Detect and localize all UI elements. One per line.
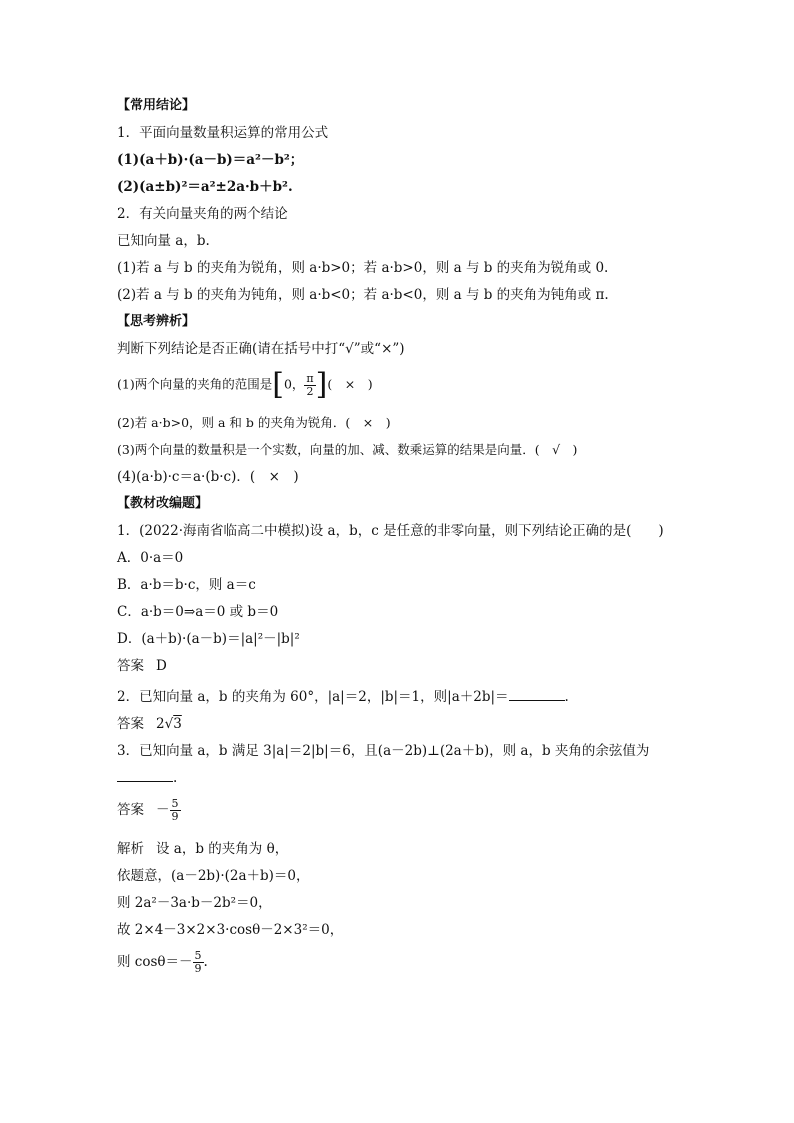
solution-fraction <box>193 950 204 975</box>
problem-3-stem: 3．已知向量 a，b 满足 3|a|＝2|b|＝6，且(a－2b)⊥(2a＋b)，则 a，b 夹角的余弦值为 <box>117 743 650 759</box>
sqrt-icon: √ <box>164 716 174 732</box>
problem-1-option-a: A．0·a＝0 <box>117 550 184 566</box>
problem-2-text: 2．已知向量 a，b 的夹角为 60°，|a|＝2，|b|＝1，则|a＋2b|＝ <box>117 689 509 705</box>
conclusion-acute: (1)若 a 与 b 的夹角为锐角，则 a·b>0；若 a·b>0，则 a 与 b 的夹角为锐角或 0. <box>117 260 609 276</box>
pi-over-two-fraction <box>304 373 315 398</box>
section-heading-textbook: 【教材改编题】 <box>117 496 209 511</box>
answer-radicand: 3 <box>173 716 182 732</box>
answer-value: D <box>156 658 167 674</box>
answer-fraction <box>170 798 181 823</box>
right-bracket: ] <box>315 367 328 402</box>
left-bracket: [ <box>272 367 284 402</box>
fraction-numerator: 5 <box>194 949 202 962</box>
solution-end: . <box>203 954 208 970</box>
fraction-denominator: 9 <box>194 962 202 975</box>
fraction-denominator: 9 <box>171 810 179 823</box>
answer-blank <box>117 769 173 782</box>
heading-formulas: 1．平面向量数量积运算的常用公式 <box>117 125 329 141</box>
formula-1: (1)(a＋b)·(a－b)＝a²－b²； <box>117 152 304 168</box>
answer-label: 答案 <box>117 716 144 732</box>
problem-3-blank-line <box>117 769 177 787</box>
answer-blank <box>509 688 565 701</box>
think-q2: (2)若 a·b>0，则 a 和 b 的夹角为锐角．( × ) <box>117 415 391 430</box>
problem-1-option-b: B．a·b＝b·c，则 a＝c <box>117 577 256 593</box>
problem-1-answer <box>117 657 167 675</box>
problem-1-stem: 1．(2022·海南省临高二中模拟)设 a，b，c 是任意的非零向量，则下列结论正确的是( ) <box>117 523 664 539</box>
think-q4: (4)(a·b)·c＝a·(b·c)．( × ) <box>117 469 299 485</box>
solution-line-3: 则 2a²－3a·b－2b²＝0， <box>117 895 272 911</box>
problem-3-answer <box>117 798 181 823</box>
answer-label: 答案 <box>117 802 144 818</box>
problem-1-option-d: D．(a＋b)·(a－b)＝|a|²－|b|² <box>117 631 300 647</box>
problem-3-end: . <box>173 770 178 786</box>
formula-2: (2)(a±b)²＝a²±2a·b＋b². <box>117 179 293 195</box>
solution-line-4: 故 2×4－3×2×3·cosθ－2×3²＝0， <box>117 922 344 938</box>
solution-text: 则 cosθ＝－ <box>117 954 193 970</box>
answer-coefficient: 2 <box>156 716 165 732</box>
problem-2-answer <box>117 715 182 733</box>
problem-2-stem <box>117 688 569 706</box>
think-q1 <box>117 367 373 402</box>
heading-angle-conclusions: 2．有关向量夹角的两个结论 <box>117 206 288 222</box>
answer-label: 答案 <box>117 658 144 674</box>
problem-1-option-c: C．a·b＝0⇒a＝0 或 b＝0 <box>117 604 279 620</box>
solution-line-5 <box>117 950 208 975</box>
think-q1-zero: 0， <box>283 376 305 392</box>
solution-text: 设 a，b 的夹角为 θ， <box>156 841 289 857</box>
think-intro: 判断下列结论是否正确(请在括号中打“√”或“×”) <box>117 341 405 357</box>
conclusion-obtuse: (2)若 a 与 b 的夹角为钝角，则 a·b<0；若 a·b<0，则 a 与 b 的夹角为钝角或 π. <box>117 287 609 303</box>
solution-line-2: 依题意，(a－2b)·(2a＋b)＝0， <box>117 868 310 884</box>
think-q3: (3)两个向量的数量积是一个实数，向量的加、减、数乘运算的结果是向量．( √ ) <box>117 442 578 457</box>
fraction-denominator: 2 <box>306 384 314 398</box>
answer-sign: － <box>156 802 170 818</box>
given-vectors: 已知向量 a，b. <box>117 233 210 249</box>
solution-label: 解析 <box>117 841 144 857</box>
section-heading-think: 【思考辨析】 <box>117 314 196 329</box>
section-heading-common: 【常用结论】 <box>117 98 196 113</box>
problem-2-end: . <box>564 689 569 705</box>
fraction-numerator: 5 <box>171 797 179 810</box>
solution-line-1 <box>117 840 288 858</box>
think-q1-mark: ( × ) <box>327 376 373 392</box>
fraction-numerator: π <box>306 371 314 385</box>
think-q1-text: (1)两个向量的夹角的范围是 <box>117 376 273 392</box>
